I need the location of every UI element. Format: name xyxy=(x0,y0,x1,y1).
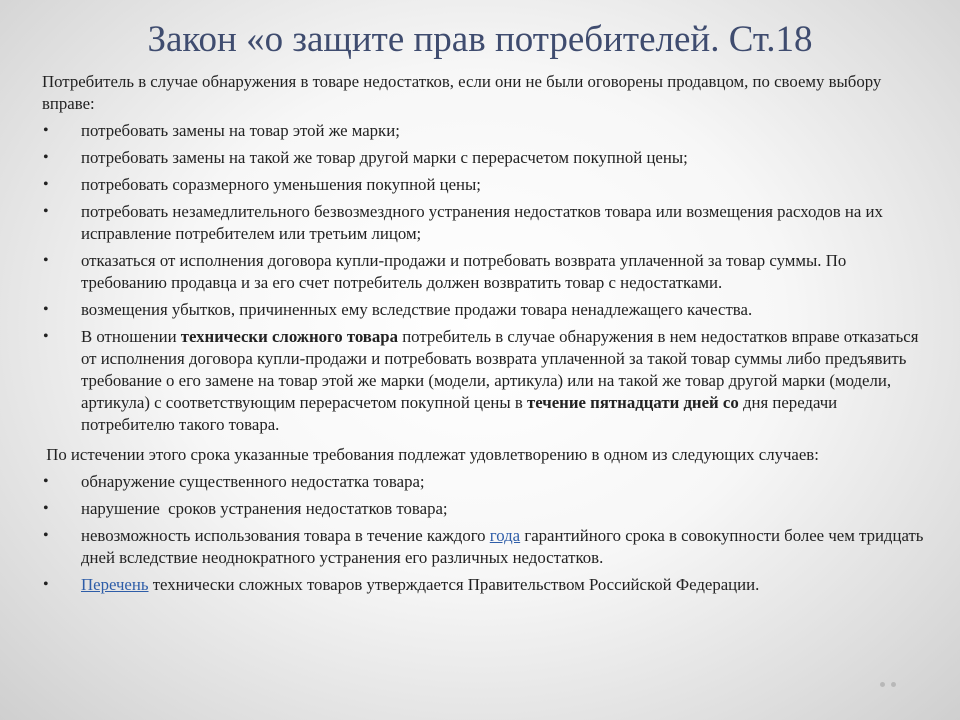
text-span: потребитель в случае обнаружения в нем недостатков вправе отказаться от исполнения договора купли-продажи и потребовать возврата уплаченной за такой товар суммы либо предъявить требование о его замене на товар этой же марки (модели, артикула) или на такой же товар другой марки (модели, артикула) с соответствующим перерасчетом покупной цены в xyxy=(81,327,919,412)
rights-list xyxy=(42,120,926,436)
text-span: гарантийного срока в совокупности более чем тридцать дней вследствие неоднократного устранения его различных недостатков. xyxy=(81,526,924,567)
intro-paragraph: Потребитель в случае обнаружения в товаре недостатков, если они не были оговорены продавцом, по своему выбору вправе: xyxy=(42,72,882,113)
bold-term-fifteen-days: течение пятнадцати дней со xyxy=(527,393,739,412)
list-item xyxy=(42,574,926,596)
list-link[interactable]: Перечень xyxy=(81,575,149,594)
year-link[interactable]: года xyxy=(489,526,521,545)
slide-title: Закон «о защите прав потребителей. Ст.18 xyxy=(147,19,813,60)
list-item xyxy=(42,525,926,569)
nav-dot-icon xyxy=(891,682,896,687)
text-span: технически сложных товаров утверждается Правительством Российской Федерации. xyxy=(148,575,760,594)
list-item: • потребовать незамедлительного безвозмездного устранения недостатков товара или возмещения расходов на их исправление потребителем или третьим лицом; xyxy=(42,201,926,245)
nav-dot-icon xyxy=(880,682,885,687)
text-span: дня передачи потребителю такого товара. xyxy=(81,393,838,434)
list-item: • потребовать замены на товар этой же марки; xyxy=(42,120,926,142)
list-item: • отказаться от исполнения договора купли-продажи и потребовать возврата уплаченной за товар суммы. По требованию продавца и за его счет потребитель должен возвратить товар с недостатками. xyxy=(42,250,926,294)
bold-term-complex-goods: технически сложного товара xyxy=(180,327,398,346)
after-paragraph: По истечении этого срока указанные требования подлежат удовлетворению в одном из следующих случаев: xyxy=(42,445,819,464)
slide-nav-dots xyxy=(874,674,896,692)
list-item: • нарушение сроков устранения недостатков товара; xyxy=(42,498,926,520)
text-span: В отношении xyxy=(81,327,181,346)
list-item: • возмещения убытков, причиненных ему вследствие продажи товара ненадлежащего качества. xyxy=(42,299,926,321)
list-item-complex-goods xyxy=(42,326,926,436)
list-item: • потребовать соразмерного уменьшения покупной цены; xyxy=(42,174,926,196)
list-item: • обнаружение существенного недостатка товара; xyxy=(42,471,926,493)
cases-list xyxy=(42,471,926,596)
slide-content xyxy=(42,71,926,596)
text-span: невозможность использования товара в течение каждого xyxy=(81,526,490,545)
list-item: • потребовать замены на такой же товар другой марки с перерасчетом покупной цены; xyxy=(42,147,926,169)
